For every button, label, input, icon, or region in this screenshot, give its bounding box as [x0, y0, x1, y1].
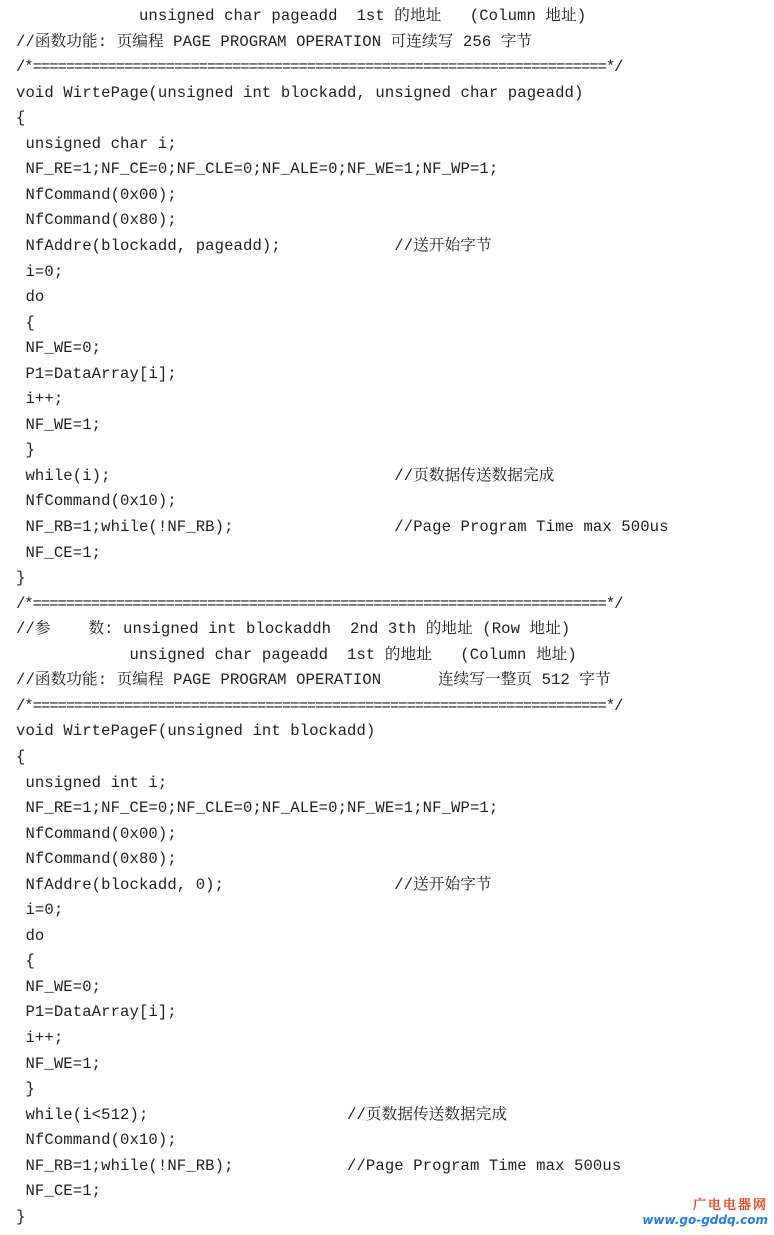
code-line: NF_RB=1;while(!NF_RB); //Page Program Time max 500us [16, 1156, 622, 1175]
code-line: i++; [16, 1029, 64, 1047]
code-line: //函数功能: 页编程 PAGE PROGRAM OPERATION 可连续写 256 字节 [16, 32, 533, 51]
code-line: P1=DataArray[i]; [16, 364, 177, 383]
code-line: NfCommand(0x80); [16, 850, 177, 869]
code-line: P1=DataArray[i]; [16, 1003, 177, 1022]
code-line: { [16, 109, 26, 128]
code-line: } [16, 569, 26, 588]
code-line: /*=====================================================================*/ [16, 58, 623, 77]
code-line: NfCommand(0x00); [16, 824, 177, 843]
code-line: { [16, 313, 35, 332]
code-line: void WirtePage(unsigned int blockadd, unsigned char pageadd) [16, 83, 584, 102]
code-line: NfCommand(0x10); [16, 1131, 177, 1150]
code-line: //函数功能: 页编程 PAGE PROGRAM OPERATION 连续写一整页 512 字节 [16, 671, 611, 690]
code-line: i=0; [16, 901, 64, 920]
code-line: NF_WE=1; [16, 1054, 102, 1073]
code-line: NfCommand(0x80); [16, 211, 177, 230]
site-watermark [642, 1194, 768, 1227]
code-line: NF_WE=0; [16, 339, 102, 358]
code-line: //参 数: unsigned int blockaddh 2nd 3th 的地址 (Row 地址) [16, 620, 571, 639]
code-line: unsigned char i; [16, 134, 177, 153]
code-line: { [16, 747, 26, 766]
code-line: NfAddre(blockadd, 0); //送开始字节 [16, 875, 492, 894]
code-line: { [16, 952, 35, 971]
code-line: while(i); //页数据传送数据完成 [16, 466, 555, 485]
code-line: i++; [16, 390, 64, 409]
code-line: unsigned char pageadd 1st 的地址 (Column 地址) [16, 645, 577, 664]
code-line: NfCommand(0x10); [16, 492, 177, 511]
code-line: unsigned int i; [16, 773, 168, 792]
watermark-title: 广电电器网 [692, 1198, 768, 1213]
code-line: } [16, 1080, 35, 1099]
code-line: do [16, 288, 45, 307]
code-line: void WirtePageF(unsigned int blockadd) [16, 722, 376, 741]
code-line: NF_CE=1; [16, 543, 102, 562]
code-line: NfAddre(blockadd, pageadd); //送开始字节 [16, 236, 492, 255]
code-line: while(i<512); //页数据传送数据完成 [16, 1105, 508, 1124]
code-line: NF_WE=1; [16, 415, 102, 434]
code-line: do [16, 926, 45, 945]
code-line: i=0; [16, 262, 64, 281]
code-line: NfCommand(0x00); [16, 185, 177, 204]
code-line: NF_RE=1;NF_CE=0;NF_CLE=0;NF_ALE=0;NF_WE=1;NF_WP=1; [16, 799, 499, 818]
code-line: /*=====================================================================*/ [16, 594, 623, 613]
code-line: NF_RB=1;while(!NF_RB); //Page Program Time max 500us [16, 518, 669, 536]
code-line: NF_CE=1; [16, 1182, 102, 1201]
watermark-url: www.go-gddq.com [642, 1213, 768, 1227]
code-line: /*=====================================================================*/ [16, 696, 623, 715]
code-line: } [16, 441, 35, 460]
code-line: } [16, 1207, 26, 1226]
code-line: unsigned char pageadd 1st 的地址 (Column 地址) [16, 7, 587, 25]
code-line: NF_RE=1;NF_CE=0;NF_CLE=0;NF_ALE=0;NF_WE=1;NF_WP=1; [16, 160, 499, 179]
code-line: NF_WE=0; [16, 977, 102, 996]
